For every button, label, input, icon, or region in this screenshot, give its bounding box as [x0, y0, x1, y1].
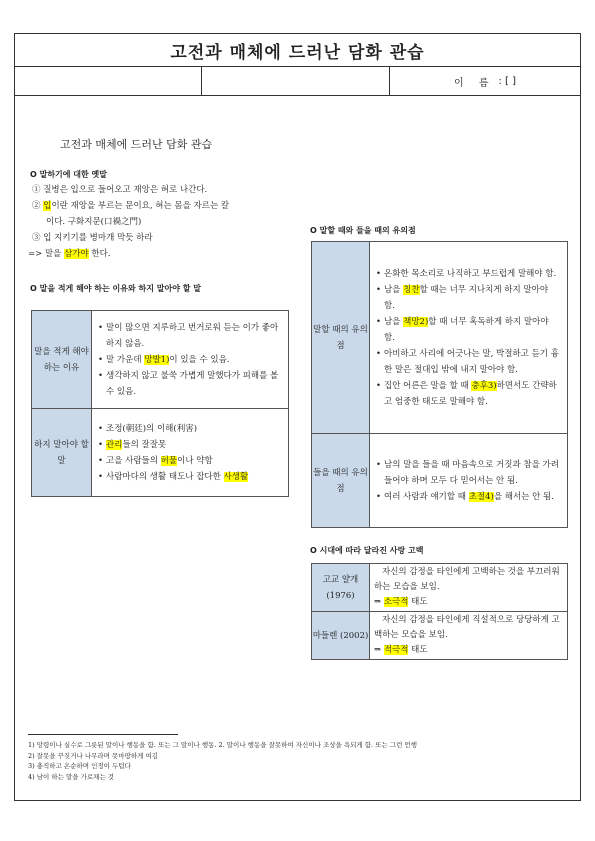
forbidden-head: 하지 말아야 할 말 [32, 409, 92, 497]
listening-item: • 남의 말을 들을 때 마음속으로 거짓과 참을 가려들어야 하며 모두 다 믿어서는 안 됨. [376, 457, 561, 489]
forbidden-item: • 조정(朝廷)의 이해(利害) [98, 421, 282, 437]
reason-item: • 말 가운데 망발1)이 있을 수 있음. [98, 352, 282, 368]
film1-head: 고교 얄개 (1976) [312, 564, 370, 612]
saying-3: ③ 입 지키기를 병마개 막듯 하라 [32, 233, 153, 243]
speaking-head: 말할 때의 유의점 [312, 242, 370, 434]
reason-item: • 말이 많으면 지루하고 번거로워 듣는 이가 좋아하지 않음. [98, 320, 282, 352]
name-value: : [ ] [498, 75, 517, 87]
document-title: 고전과 매체에 드러난 담화 관습 [60, 138, 213, 151]
forbidden-item: • 사람마다의 생활 태도나 잡다한 사생활 [98, 469, 282, 485]
speaking-cell [370, 242, 568, 434]
listening-head: 들을 때의 유의점 [312, 434, 370, 528]
film1-cell: 자신의 감정을 타인에게 고백하는 것을 부끄러워하는 모습을 보임. ⇒ 소극적 태도 [370, 564, 568, 612]
speaking-item: • 온화한 목소리로 나직하고 부드럽게 말해야 함. [376, 266, 561, 282]
listening-cell [370, 434, 568, 528]
saying-2: ② 입이란 재앙을 부르는 문이요, 혀는 몸을 자르는 칼 [32, 201, 230, 211]
footnote-divider [28, 734, 178, 735]
speaking-item: • 집안 어른은 말을 할 때 충후3)하면서도 간략하고 엄중한 태도로 말해야 함. [376, 378, 561, 410]
footnote-3: 3) 충직하고 온순하며 인정이 두텁다 [28, 762, 131, 770]
footnote-4: 4) 남이 하는 말을 가로채는 것 [28, 772, 115, 781]
page-title: 고전과 매체에 드러난 담화 관습 [170, 42, 425, 63]
section3-heading: O 말할 때와 들을 때의 유의점 [310, 226, 416, 235]
confession-table [311, 563, 568, 660]
forbidden-item: • 고을 사람들의 허물이나 약함 [98, 453, 282, 469]
name-label: 이 름 [453, 77, 495, 89]
film2-head: 마들렌 (2002) [312, 612, 370, 660]
section4-heading: O 시대에 따라 달라진 사랑 고백 [310, 546, 424, 555]
speaking-item: • 남을 칭찬할 때는 너무 지나치게 하지 말아야 함. [376, 282, 561, 314]
section1-conclusion: => 말을 삼가야 한다. [28, 249, 111, 259]
footnote-1: 1) 망령이나 실수로 그릇된 말이나 행동을 함. 또는 그 말이나 행동. 2. 말이나 행동을 잘못하여 자신이나 조상을 욕되게 함. 또는 그런 언행 [28, 741, 417, 749]
section2-heading: O 말을 적게 해야 하는 이유와 하지 말아야 할 말 [30, 284, 201, 293]
footnote-2: 2) 잘못을 꾸짖거나 나무라며 못마땅하게 여김 [28, 751, 159, 760]
info-cell-2[interactable] [202, 67, 390, 95]
film2-cell: 자신의 감정을 타인에게 직설적으로 당당하게 고백하는 모습을 보임. ⇒ 적극적 태도 [370, 612, 568, 660]
reasons-cell [92, 311, 289, 409]
title-row [14, 33, 581, 67]
saying-2-cont: 이다. 구화지문(口禍之門) [46, 217, 142, 227]
section1-list [32, 182, 292, 246]
footnotes [28, 740, 568, 782]
reasons-table [31, 310, 289, 497]
reason-item: • 생각하지 않고 불쑥 가볍게 말했다가 피해를 볼 수 있음. [98, 368, 282, 400]
caution-table [311, 241, 568, 528]
info-cell-1[interactable] [15, 67, 202, 95]
speaking-item: • 남을 책망2)할 때 너무 혹독하게 하지 말아야 함. [376, 314, 561, 346]
listening-item: • 여러 사람과 얘기할 때 초절4)을 해서는 안 됨. [376, 489, 561, 505]
info-row [14, 66, 581, 96]
reasons-head: 말을 적게 해야 하는 이유 [32, 311, 92, 409]
speaking-item: • 아비하고 사리에 어긋나는 말, 박절하고 듣기 흉한 말은 절대입 밖에 내지 말아야 함. [376, 346, 561, 378]
saying-1: ① 질병은 입으로 들어오고 재앙은 혀로 나간다. [32, 185, 208, 195]
section1-heading: O 말하기에 대한 옛말 [30, 170, 107, 179]
forbidden-item: • 관리들의 잘잘못 [98, 437, 282, 453]
forbidden-cell [92, 409, 289, 497]
name-field[interactable] [390, 67, 580, 95]
